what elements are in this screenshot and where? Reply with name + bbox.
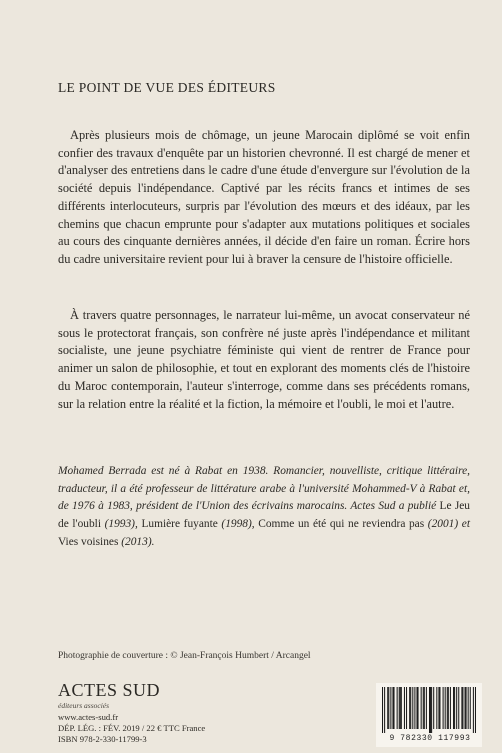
barcode-bar <box>400 687 401 729</box>
publisher-subtitle: éditeurs associés <box>58 701 110 710</box>
barcode-bar <box>388 687 389 729</box>
barcode-bar <box>466 687 467 729</box>
barcode-bar <box>426 687 427 729</box>
barcode-bar <box>387 687 388 729</box>
legal-deposit: DÉP. LÉG. : FÉV. 2019 / 22 € TTC France <box>58 723 206 733</box>
publisher-logo: ACTES SUD <box>58 680 161 700</box>
barcode-bar <box>443 687 444 729</box>
barcode-bar <box>465 687 466 729</box>
barcode-bar <box>448 687 449 729</box>
barcode-bar <box>418 687 419 729</box>
bio-title-4: Vies voisines <box>58 535 119 548</box>
barcode-bar <box>468 687 469 729</box>
bio-title-2: Lumière fuyante <box>141 518 218 531</box>
barcode-bar <box>458 687 459 729</box>
barcode-bar <box>433 687 434 729</box>
barcode-number: 9 782330 117993 <box>389 734 471 743</box>
barcode-bar <box>416 687 417 729</box>
bio-title-1: Le Jeu de l'oubli <box>58 500 471 531</box>
barcode-bar <box>430 687 431 733</box>
barcode-bar <box>423 687 424 729</box>
barcode-bar <box>454 687 455 729</box>
barcode-bar <box>392 687 393 729</box>
colophon <box>58 712 205 745</box>
author-bio <box>58 463 470 552</box>
barcode-bar <box>404 687 405 729</box>
barcode-bar <box>462 687 463 729</box>
bio-text-3: (1998), <box>217 518 259 531</box>
barcode-bar <box>384 687 385 733</box>
barcode-bar <box>475 687 476 733</box>
barcode-bar <box>397 687 398 729</box>
barcode-bar <box>382 687 383 733</box>
barcode-bar <box>439 687 440 729</box>
barcode-bar <box>473 687 474 733</box>
barcode-bar <box>436 687 437 729</box>
summary-paragraph-1: Après plusieurs mois de chômage, un jeune Marocain diplômé se voit enfin confier des travaux d'enquête par un historien chevronné. Il est chargé de mener et d'analyser des entretiens dans le cadre d'une étude d'envergure sur l'évolution de la société depuis l'indépendance. Captivé par les récits francs et intimes de ses différents interlocuteurs, surpris par l'évolution des mœurs et des idéaux, par les chemins que chacun emprunte pour s'adapter aux mutations politiques et sociales au cours des cinquante dernières années, il décide d'en faire un roman. Écrire hors du cadre universitaire revient pour lui à braver la censure de l'histoire officielle. <box>58 128 470 266</box>
photo-credit: Photographie de couverture : © Jean-François Humbert / Arcangel <box>58 651 311 661</box>
barcode-bar <box>461 687 462 729</box>
barcode-bar <box>424 687 425 729</box>
barcode-bar <box>414 687 415 729</box>
barcode-bar <box>412 687 413 729</box>
bio-text-2: (1993), <box>101 518 142 531</box>
barcode-bar <box>410 687 411 729</box>
barcode-bar <box>450 687 451 729</box>
barcode-bar <box>438 687 439 729</box>
bio-text-4: (2001) et <box>424 518 470 531</box>
barcode-bar <box>447 687 448 729</box>
barcode-bar <box>453 687 454 729</box>
barcode-bar <box>409 687 410 729</box>
barcode-bar <box>406 687 407 729</box>
barcode-bar <box>456 687 457 729</box>
barcode-bar <box>470 687 471 729</box>
bio-title-3: Comme un été qui ne reviendra pas <box>258 518 425 531</box>
barcode <box>376 683 482 747</box>
bio-text-1: Mohamed Berrada est né à Rabat en 1938. Romancier, nouvelliste, critique littéraire, traducteur, il a été professeur de littérature arabe à l'université Mohammed-V à Rabat et, de 1976 à 1983, président de l'Union des écrivains marocains. Actes Sud a publié <box>58 465 470 513</box>
barcode-bar <box>429 687 430 733</box>
barcode-bar <box>401 687 402 729</box>
summary-paragraph-2: À travers quatre personnages, le narrateur lui-même, un avocat conservateur né sous le protectorat français, son confrère né juste après l'indépendance et militant socialiste, une jeune psychiatre féministe qui vient de rentrer de France pour animer un salon de philosophie, et tout en explorant des moments clés de l'histoire du Maroc contemporain, l'auteur s'interroge, comme dans ses précédents romans, sur la relation entre la réalité et la fiction, la mémoire et l'oubli, le moi et l'autre. <box>58 308 470 411</box>
barcode-bar <box>421 687 422 729</box>
bio-text-5: (2013). <box>118 535 155 548</box>
barcode-bar <box>390 687 391 729</box>
barcode-bar <box>445 687 446 729</box>
publisher-website: www.actes-sud.fr <box>58 712 119 722</box>
section-heading: LE POINT DE VUE DES ÉDITEURS <box>58 80 276 95</box>
barcode-bar <box>399 687 400 729</box>
barcode-bar <box>393 687 394 729</box>
barcode-bars-icon <box>382 687 476 733</box>
isbn: ISBN 978-2-330-11799-3 <box>58 734 147 744</box>
barcode-bar <box>431 687 432 733</box>
